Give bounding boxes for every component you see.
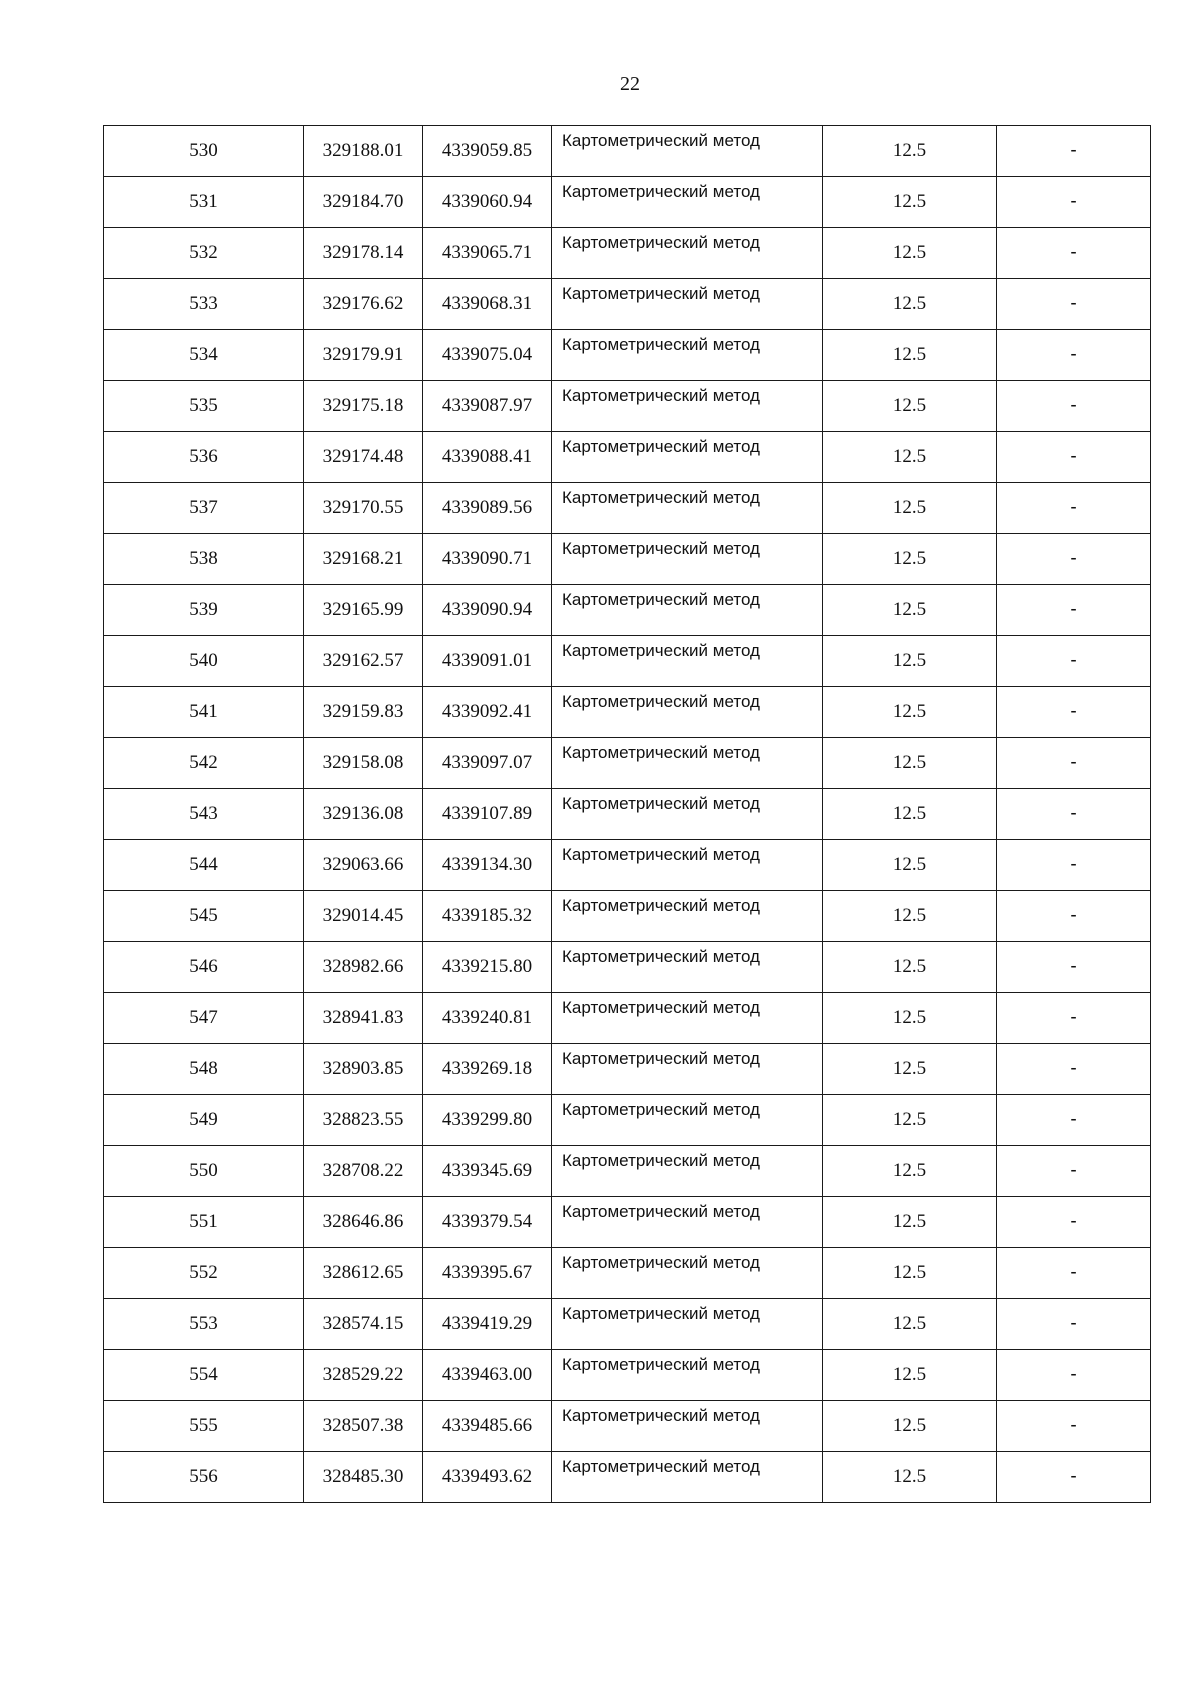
table-row (104, 840, 1151, 891)
x-coordinate-cell: 329188.01 (304, 126, 423, 177)
table-row (104, 279, 1151, 330)
y-coordinate-cell: 4339089.56 (423, 483, 552, 534)
table-row (104, 687, 1151, 738)
note-cell: - (997, 432, 1151, 483)
accuracy-cell: 12.5 (823, 1299, 997, 1350)
y-coordinate-cell: 4339345.69 (423, 1146, 552, 1197)
method-cell: Картометрический метод (552, 1095, 823, 1146)
accuracy-cell: 12.5 (823, 228, 997, 279)
accuracy-cell: 12.5 (823, 993, 997, 1044)
method-cell: Картометрический метод (552, 432, 823, 483)
method-cell: Картометрический метод (552, 126, 823, 177)
note-cell: - (997, 483, 1151, 534)
point-id-cell: 545 (104, 891, 304, 942)
method-cell: Картометрический метод (552, 738, 823, 789)
x-coordinate-cell: 328507.38 (304, 1401, 423, 1452)
y-coordinate-cell: 4339107.89 (423, 789, 552, 840)
x-coordinate-cell: 329170.55 (304, 483, 423, 534)
point-id-cell: 546 (104, 942, 304, 993)
y-coordinate-cell: 4339087.97 (423, 381, 552, 432)
x-coordinate-cell: 328529.22 (304, 1350, 423, 1401)
x-coordinate-cell: 328574.15 (304, 1299, 423, 1350)
x-coordinate-cell: 329176.62 (304, 279, 423, 330)
note-cell: - (997, 1044, 1151, 1095)
accuracy-cell: 12.5 (823, 738, 997, 789)
x-coordinate-cell: 329179.91 (304, 330, 423, 381)
y-coordinate-cell: 4339299.80 (423, 1095, 552, 1146)
method-cell: Картометрический метод (552, 330, 823, 381)
table-row (104, 330, 1151, 381)
point-id-cell: 552 (104, 1248, 304, 1299)
accuracy-cell: 12.5 (823, 942, 997, 993)
point-id-cell: 531 (104, 177, 304, 228)
y-coordinate-cell: 4339240.81 (423, 993, 552, 1044)
method-cell: Картометрический метод (552, 1044, 823, 1095)
y-coordinate-cell: 4339134.30 (423, 840, 552, 891)
point-id-cell: 541 (104, 687, 304, 738)
accuracy-cell: 12.5 (823, 687, 997, 738)
x-coordinate-cell: 328646.86 (304, 1197, 423, 1248)
note-cell: - (997, 738, 1151, 789)
y-coordinate-cell: 4339097.07 (423, 738, 552, 789)
x-coordinate-cell: 329063.66 (304, 840, 423, 891)
note-cell: - (997, 687, 1151, 738)
table-row (104, 432, 1151, 483)
y-coordinate-cell: 4339088.41 (423, 432, 552, 483)
y-coordinate-cell: 4339060.94 (423, 177, 552, 228)
note-cell: - (997, 279, 1151, 330)
accuracy-cell: 12.5 (823, 279, 997, 330)
method-cell: Картометрический метод (552, 279, 823, 330)
note-cell: - (997, 585, 1151, 636)
table-row (104, 891, 1151, 942)
method-cell: Картометрический метод (552, 636, 823, 687)
point-id-cell: 543 (104, 789, 304, 840)
x-coordinate-cell: 328708.22 (304, 1146, 423, 1197)
table-row (104, 636, 1151, 687)
table-row (104, 381, 1151, 432)
point-id-cell: 544 (104, 840, 304, 891)
note-cell: - (997, 381, 1151, 432)
x-coordinate-cell: 329159.83 (304, 687, 423, 738)
accuracy-cell: 12.5 (823, 789, 997, 840)
table-row (104, 1146, 1151, 1197)
table-row (104, 534, 1151, 585)
method-cell: Картометрический метод (552, 1401, 823, 1452)
note-cell: - (997, 228, 1151, 279)
method-cell: Картометрический метод (552, 177, 823, 228)
note-cell: - (997, 993, 1151, 1044)
note-cell: - (997, 891, 1151, 942)
y-coordinate-cell: 4339269.18 (423, 1044, 552, 1095)
method-cell: Картометрический метод (552, 585, 823, 636)
note-cell: - (997, 636, 1151, 687)
point-id-cell: 554 (104, 1350, 304, 1401)
table-row (104, 738, 1151, 789)
accuracy-cell: 12.5 (823, 126, 997, 177)
point-id-cell: 536 (104, 432, 304, 483)
x-coordinate-cell: 329136.08 (304, 789, 423, 840)
accuracy-cell: 12.5 (823, 381, 997, 432)
page-number: 22 (620, 73, 640, 95)
accuracy-cell: 12.5 (823, 840, 997, 891)
y-coordinate-cell: 4339090.71 (423, 534, 552, 585)
method-cell: Картометрический метод (552, 942, 823, 993)
y-coordinate-cell: 4339215.80 (423, 942, 552, 993)
accuracy-cell: 12.5 (823, 177, 997, 228)
table-row (104, 1401, 1151, 1452)
method-cell: Картометрический метод (552, 1350, 823, 1401)
method-cell: Картометрический метод (552, 1299, 823, 1350)
x-coordinate-cell: 329174.48 (304, 432, 423, 483)
accuracy-cell: 12.5 (823, 1044, 997, 1095)
note-cell: - (997, 1452, 1151, 1503)
method-cell: Картометрический метод (552, 1197, 823, 1248)
method-cell: Картометрический метод (552, 1146, 823, 1197)
x-coordinate-cell: 328485.30 (304, 1452, 423, 1503)
point-id-cell: 532 (104, 228, 304, 279)
table-row (104, 993, 1151, 1044)
accuracy-cell: 12.5 (823, 483, 997, 534)
method-cell: Картометрический метод (552, 687, 823, 738)
point-id-cell: 548 (104, 1044, 304, 1095)
note-cell: - (997, 534, 1151, 585)
y-coordinate-cell: 4339463.00 (423, 1350, 552, 1401)
y-coordinate-cell: 4339379.54 (423, 1197, 552, 1248)
note-cell: - (997, 942, 1151, 993)
method-cell: Картометрический метод (552, 891, 823, 942)
table-row (104, 1452, 1151, 1503)
point-id-cell: 556 (104, 1452, 304, 1503)
x-coordinate-cell: 329168.21 (304, 534, 423, 585)
method-cell: Картометрический метод (552, 789, 823, 840)
accuracy-cell: 12.5 (823, 891, 997, 942)
method-cell: Картометрический метод (552, 483, 823, 534)
method-cell: Картометрический метод (552, 534, 823, 585)
x-coordinate-cell: 329175.18 (304, 381, 423, 432)
note-cell: - (997, 1401, 1151, 1452)
note-cell: - (997, 1350, 1151, 1401)
y-coordinate-cell: 4339059.85 (423, 126, 552, 177)
table-row (104, 483, 1151, 534)
accuracy-cell: 12.5 (823, 1248, 997, 1299)
table-row (104, 177, 1151, 228)
x-coordinate-cell: 329162.57 (304, 636, 423, 687)
y-coordinate-cell: 4339419.29 (423, 1299, 552, 1350)
note-cell: - (997, 1299, 1151, 1350)
point-id-cell: 547 (104, 993, 304, 1044)
accuracy-cell: 12.5 (823, 432, 997, 483)
point-id-cell: 534 (104, 330, 304, 381)
accuracy-cell: 12.5 (823, 1197, 997, 1248)
point-id-cell: 533 (104, 279, 304, 330)
table-row (104, 1044, 1151, 1095)
note-cell: - (997, 177, 1151, 228)
table-row (104, 585, 1151, 636)
x-coordinate-cell: 329158.08 (304, 738, 423, 789)
table-row (104, 789, 1151, 840)
x-coordinate-cell: 328982.66 (304, 942, 423, 993)
x-coordinate-cell: 329184.70 (304, 177, 423, 228)
y-coordinate-cell: 4339493.62 (423, 1452, 552, 1503)
point-id-cell: 553 (104, 1299, 304, 1350)
accuracy-cell: 12.5 (823, 1146, 997, 1197)
table-row (104, 1299, 1151, 1350)
point-id-cell: 555 (104, 1401, 304, 1452)
x-coordinate-cell: 328823.55 (304, 1095, 423, 1146)
y-coordinate-cell: 4339075.04 (423, 330, 552, 381)
y-coordinate-cell: 4339485.66 (423, 1401, 552, 1452)
table-body (104, 126, 1151, 1503)
coordinates-table (103, 125, 1151, 1503)
y-coordinate-cell: 4339092.41 (423, 687, 552, 738)
note-cell: - (997, 789, 1151, 840)
note-cell: - (997, 1248, 1151, 1299)
method-cell: Картометрический метод (552, 1248, 823, 1299)
point-id-cell: 538 (104, 534, 304, 585)
x-coordinate-cell: 329165.99 (304, 585, 423, 636)
point-id-cell: 539 (104, 585, 304, 636)
point-id-cell: 540 (104, 636, 304, 687)
table-row (104, 126, 1151, 177)
table-row (104, 1350, 1151, 1401)
point-id-cell: 551 (104, 1197, 304, 1248)
point-id-cell: 550 (104, 1146, 304, 1197)
note-cell: - (997, 1146, 1151, 1197)
table-row (104, 942, 1151, 993)
table-row (104, 1095, 1151, 1146)
y-coordinate-cell: 4339065.71 (423, 228, 552, 279)
accuracy-cell: 12.5 (823, 1350, 997, 1401)
y-coordinate-cell: 4339091.01 (423, 636, 552, 687)
x-coordinate-cell: 329014.45 (304, 891, 423, 942)
point-id-cell: 530 (104, 126, 304, 177)
accuracy-cell: 12.5 (823, 1401, 997, 1452)
x-coordinate-cell: 328903.85 (304, 1044, 423, 1095)
x-coordinate-cell: 328612.65 (304, 1248, 423, 1299)
note-cell: - (997, 1095, 1151, 1146)
note-cell: - (997, 840, 1151, 891)
y-coordinate-cell: 4339090.94 (423, 585, 552, 636)
table-row (104, 1248, 1151, 1299)
table-row (104, 228, 1151, 279)
note-cell: - (997, 330, 1151, 381)
accuracy-cell: 12.5 (823, 534, 997, 585)
x-coordinate-cell: 329178.14 (304, 228, 423, 279)
accuracy-cell: 12.5 (823, 636, 997, 687)
method-cell: Картометрический метод (552, 228, 823, 279)
method-cell: Картометрический метод (552, 1452, 823, 1503)
x-coordinate-cell: 328941.83 (304, 993, 423, 1044)
method-cell: Картометрический метод (552, 993, 823, 1044)
method-cell: Картометрический метод (552, 840, 823, 891)
note-cell: - (997, 126, 1151, 177)
point-id-cell: 549 (104, 1095, 304, 1146)
accuracy-cell: 12.5 (823, 585, 997, 636)
y-coordinate-cell: 4339395.67 (423, 1248, 552, 1299)
point-id-cell: 537 (104, 483, 304, 534)
point-id-cell: 535 (104, 381, 304, 432)
point-id-cell: 542 (104, 738, 304, 789)
method-cell: Картометрический метод (552, 381, 823, 432)
accuracy-cell: 12.5 (823, 1452, 997, 1503)
accuracy-cell: 12.5 (823, 1095, 997, 1146)
table-row (104, 1197, 1151, 1248)
accuracy-cell: 12.5 (823, 330, 997, 381)
y-coordinate-cell: 4339185.32 (423, 891, 552, 942)
note-cell: - (997, 1197, 1151, 1248)
y-coordinate-cell: 4339068.31 (423, 279, 552, 330)
